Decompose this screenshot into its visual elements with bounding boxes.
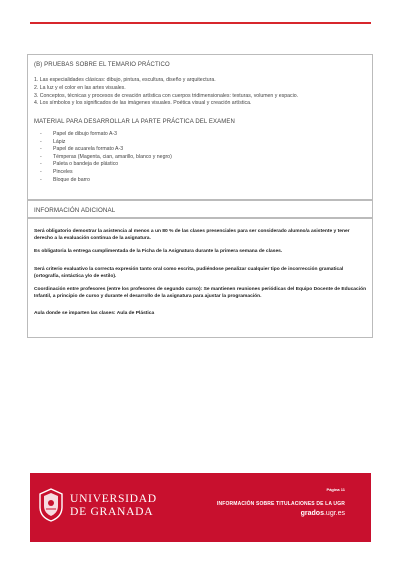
- material-item: - Paleta o bandeja de plástico: [40, 161, 119, 168]
- info-paragraph: Es obligatoria la entrega cumplimentada de la Ficha de la Asignatura durante la primera semana de clases.: [34, 249, 283, 254]
- pruebas-item: 3. Conceptos, técnicas y procesos de creación artística con cuerpos tridimensionales: texturas, volumen y espacio.: [34, 92, 299, 99]
- material-item: - Papel de acuarela formato A-3: [40, 146, 124, 153]
- pruebas-item: 2. La luz y el color en las artes visuales.: [34, 84, 126, 91]
- university-name: [70, 493, 157, 518]
- pruebas-title: (B) PRUEBAS SOBRE EL TEMARIO PRÁCTICO: [34, 62, 170, 68]
- info-paragraph: Coordinación entre profesores (entre los profesores de segundo curso): Se mantienen reuniones periódicas del Equipo Docente de Educación Infantil, a principio de curso y durante el desarrollo de la asignatura para ajustar la programación.: [34, 287, 367, 300]
- material-item-label: Témperas (Magenta, cian, amarillo, blanco y negro): [53, 153, 172, 160]
- top-red-rule: [30, 22, 371, 24]
- material-item-label: Pinceles: [53, 168, 73, 175]
- pruebas-item: 1. Las especialidades clásicas: dibujo, pintura, escultura, diseño y arquitectura.: [34, 77, 216, 83]
- material-item-label: Lápiz: [53, 138, 66, 145]
- info-paragraph: Será obligatorio demostrar la asistencia al menos a un 80 % de las clases presenciales para ser considerado alumno/a asistente y tener derecho a la evaluación continua de la asignatura.: [34, 229, 350, 242]
- info-section: [27, 218, 373, 338]
- pruebas-item: 4. Los símbolos y los significados de las imágenes visuales. Poética visual y creación artística.: [34, 100, 252, 107]
- university-name-line2: DE GRANADA: [70, 504, 154, 518]
- material-item: - Témperas (Magenta, cian, amarillo, blanco y negro): [40, 153, 172, 160]
- footer-brand-link[interactable]: [301, 510, 345, 517]
- material-item: - Lápiz: [40, 138, 66, 145]
- footer-brand-suffix: .ugr.es: [323, 510, 345, 517]
- footer-banner: [30, 473, 371, 542]
- footer-caption: INFORMACIÓN SOBRE TITULACIONES DE LA UGR: [216, 501, 345, 507]
- material-title: MATERIAL PARA DESARROLLAR LA PARTE PRÁCTICA DEL EXAMEN: [34, 119, 235, 125]
- material-item-label: Papel de acuarela formato A-3: [53, 146, 124, 153]
- pruebas-section: [27, 54, 373, 200]
- university-name-line1: UNIVERSIDAD: [70, 492, 157, 505]
- material-item: - Papel de dibujo formato A-3: [40, 131, 118, 137]
- footer-brand-prefix: grados: [300, 510, 324, 517]
- pruebas-list: [34, 77, 298, 108]
- university-crest-icon: [38, 487, 64, 523]
- info-title: INFORMACIÓN ADICIONAL: [34, 207, 116, 214]
- info-paragraph: Aula donde se imparten las clases: Aula de Plástica: [34, 311, 155, 316]
- material-item: - Bloque de barro: [40, 176, 90, 183]
- info-header: [27, 200, 373, 218]
- material-item: - Pinceles: [40, 168, 73, 175]
- page-number: Página 11: [326, 487, 345, 492]
- material-item-label: Paleta o bandeja de plástico: [53, 161, 119, 168]
- info-paragraph: Será criterio evaluativo la correcta expresión tanto oral como escrita, pudiéndose penalizar cualquier tipo de incorrección gramatical (ortografía, sintáctica y/o de estilo).: [34, 267, 344, 280]
- material-list: [40, 131, 172, 184]
- material-item-label: Papel de dibujo formato A-3: [53, 131, 118, 137]
- material-item-label: Bloque de barro: [53, 176, 90, 183]
